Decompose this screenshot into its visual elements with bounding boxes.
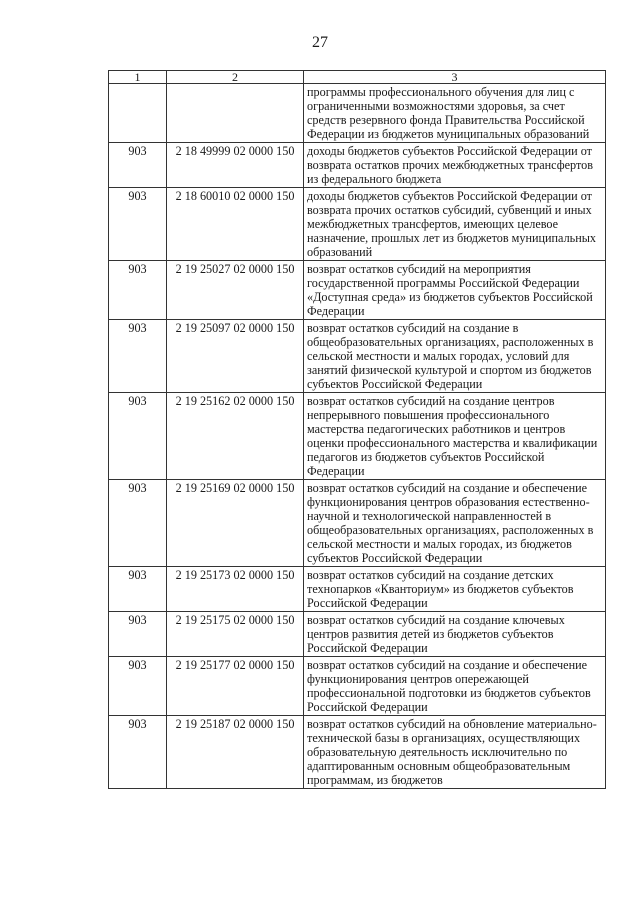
admin-code-cell [109,84,167,143]
admin-code-cell: 903 [109,393,167,480]
description-cell: возврат остатков субсидий на создание детских технопарков «Кванториум» из бюджетов субъектов Российской Федерации [304,567,606,612]
admin-code-cell: 903 [109,143,167,188]
table-row [109,612,606,657]
description-cell: возврат остатков субсидий на создание ключевых центров развития детей из бюджетов субъектов Российской Федерации [304,612,606,657]
admin-code-cell: 903 [109,320,167,393]
table-row [109,657,606,716]
table-header-row [109,71,606,84]
column-header: 2 [167,71,304,84]
admin-code-cell: 903 [109,612,167,657]
table-row [109,567,606,612]
kbk-code-cell: 2 18 49999 02 0000 150 [167,143,304,188]
description-cell: возврат остатков субсидий на мероприятия государственной программы Российской Федерации «Доступная среда» из бюджетов субъектов Российской Федерации [304,261,606,320]
admin-code-cell: 903 [109,480,167,567]
kbk-code-cell [167,84,304,143]
table-row [109,261,606,320]
column-header: 3 [304,71,606,84]
kbk-code-cell: 2 19 25162 02 0000 150 [167,393,304,480]
kbk-code-cell: 2 19 25027 02 0000 150 [167,261,304,320]
kbk-code-cell: 2 19 25173 02 0000 150 [167,567,304,612]
description-cell: возврат остатков субсидий на обновление материально-технической базы в организациях, осуществляющих образовательную деятельность исключительно по адаптированным основным общеобразовательным программам, из бюджетов [304,716,606,789]
description-cell: доходы бюджетов субъектов Российской Федерации от возврата прочих остатков субсидий, субвенций и иных межбюджетных трансфертов, имеющих целевое назначение, прошлых лет из бюджетов муниципальных образований [304,188,606,261]
kbk-code-cell: 2 19 25175 02 0000 150 [167,612,304,657]
admin-code-cell: 903 [109,261,167,320]
page-number: 27 [312,34,328,51]
budget-classification-table [108,70,606,789]
column-header: 1 [109,71,167,84]
description-cell: доходы бюджетов субъектов Российской Федерации от возврата остатков прочих межбюджетных трансфертов из федерального бюджета [304,143,606,188]
table-row [109,143,606,188]
kbk-code-cell: 2 18 60010 02 0000 150 [167,188,304,261]
admin-code-cell: 903 [109,188,167,261]
description-cell: возврат остатков субсидий на создание и обеспечение функционирования центров опережающей профессиональной подготовки из бюджетов субъектов Российской Федерации [304,657,606,716]
kbk-code-cell: 2 19 25177 02 0000 150 [167,657,304,716]
table-row [109,320,606,393]
admin-code-cell: 903 [109,657,167,716]
description-cell: возврат остатков субсидий на создание центров непрерывного повышения профессионального мастерства педагогических работников и центров оценки профессионального мастерства и квалификации педагогов из бюджетов субъектов Российской Федерации [304,393,606,480]
kbk-code-cell: 2 19 25169 02 0000 150 [167,480,304,567]
table-row [109,188,606,261]
table-row [109,716,606,789]
admin-code-cell: 903 [109,567,167,612]
admin-code-cell: 903 [109,716,167,789]
table-row [109,480,606,567]
kbk-code-cell: 2 19 25097 02 0000 150 [167,320,304,393]
kbk-code-cell: 2 19 25187 02 0000 150 [167,716,304,789]
table-row [109,84,606,143]
description-cell: возврат остатков субсидий на создание и обеспечение функционирования центров образования естественно-научной и технологической направленностей в общеобразовательных организациях, расположенных в сельской местности и малых городах, из бюджетов субъектов Российской Федерации [304,480,606,567]
description-cell: программы профессионального обучения для лиц с ограниченными возможностями здоровья, за счет средств резервного фонда Правительства Российской Федерации из бюджетов муниципальных образований [304,84,606,143]
table-row [109,393,606,480]
description-cell: возврат остатков субсидий на создание в общеобразовательных организациях, расположенных в сельской местности и малых городах, условий для занятий физической культурой и спортом из бюджетов субъектов Российской Федерации [304,320,606,393]
